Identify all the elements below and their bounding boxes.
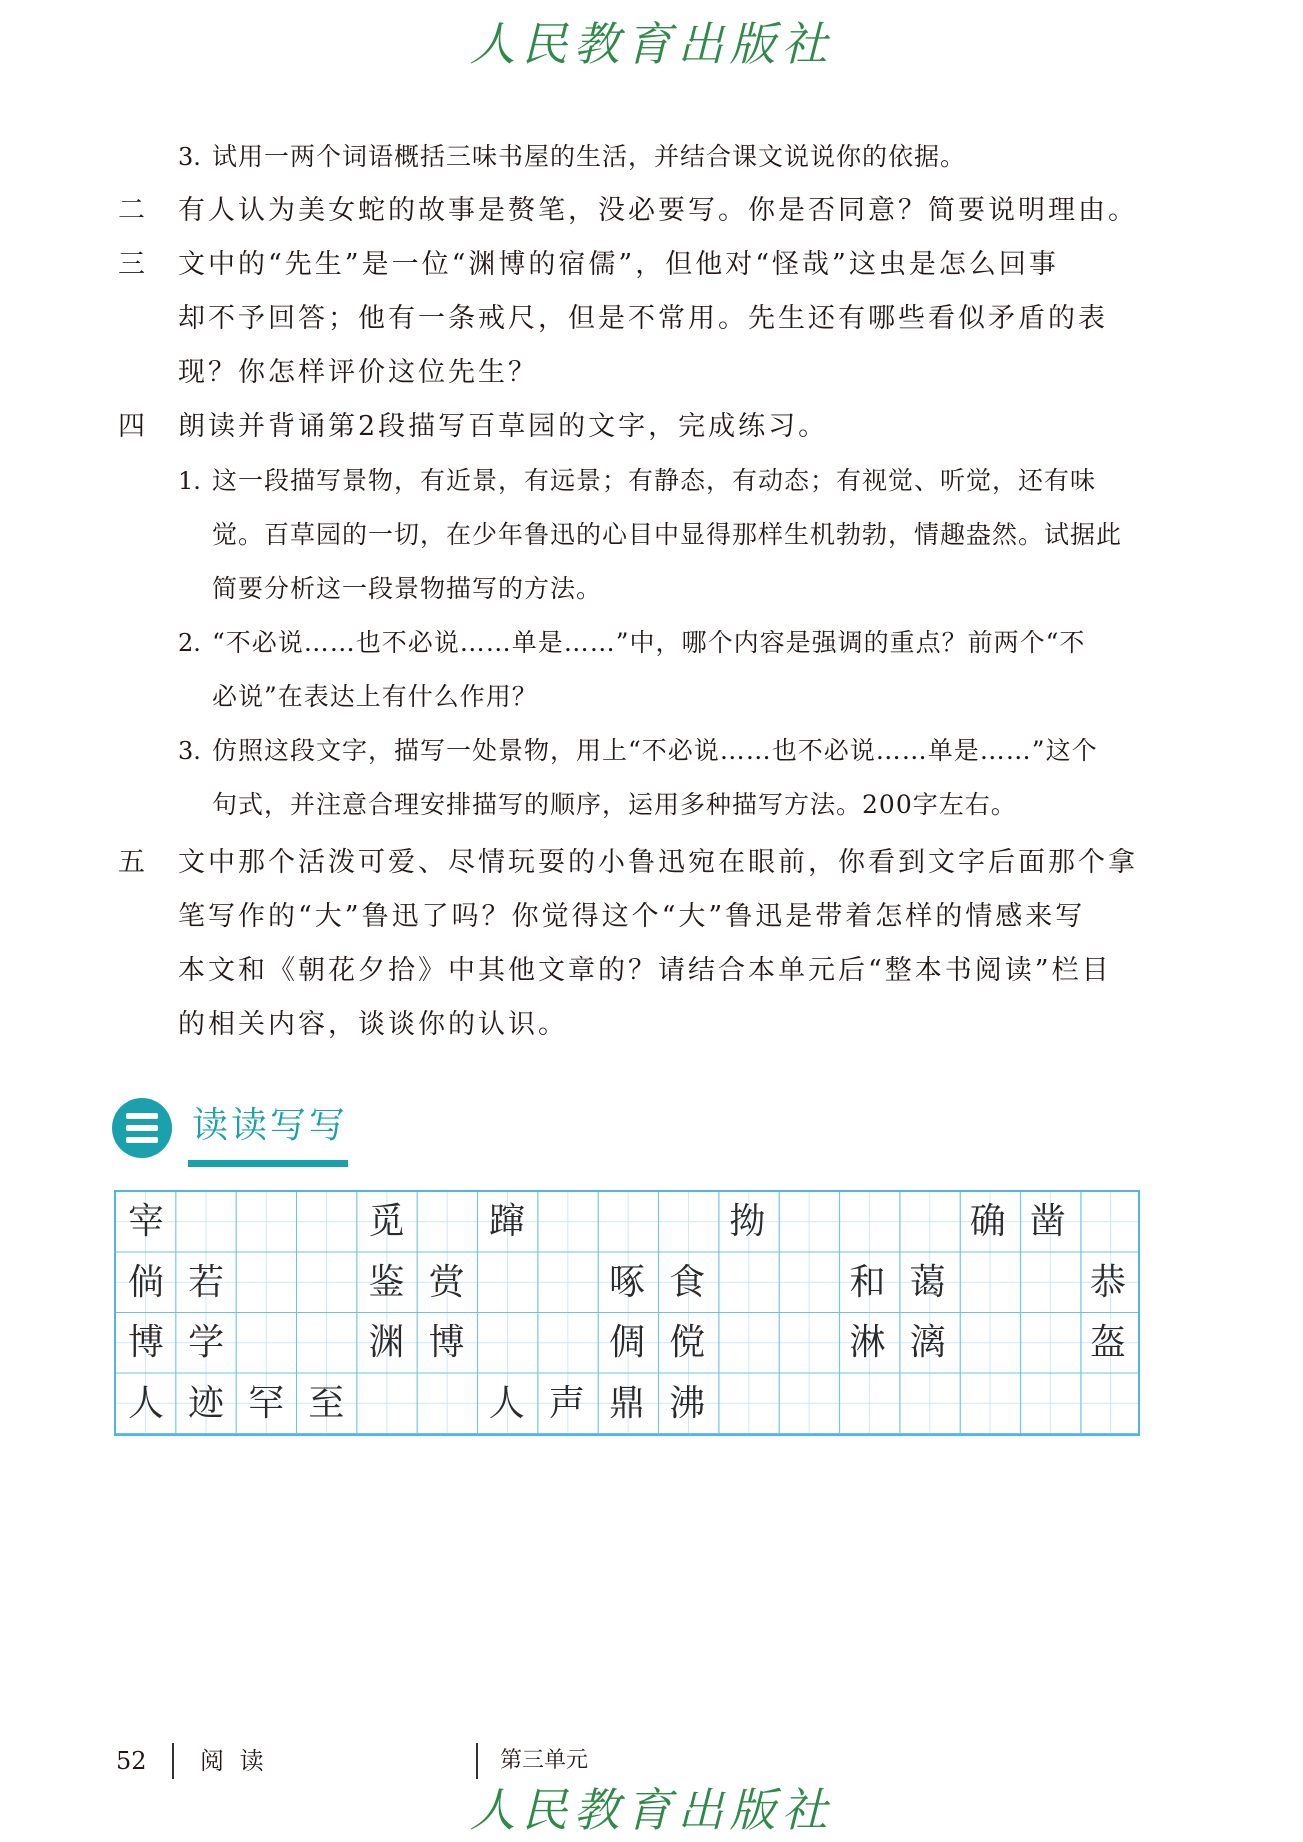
q4-sub1-number: 1. [178,467,201,495]
vocab-char: 博 [128,1322,165,1363]
page-number: 52 [116,1747,147,1775]
vocab-char: 学 [188,1322,225,1363]
q1-sub3-number: 3. [178,143,201,171]
vocab-char: 人 [128,1382,165,1424]
q4-sub3-line: 仿照这段文字，描写一处景物，用上“不必说……也不必说……单是……”这个 [212,736,1098,765]
vocab-char: 觅 [368,1201,405,1242]
q4-number: 四 [118,411,145,442]
vocab-char: 宰 [128,1201,165,1242]
q5-line: 本文和《朝花夕拾》中其他文章的？请结合本单元后“整本书阅读”栏目 [178,955,1112,986]
q4-line: 朗读并背诵第2段描写百草园的文字，完成练习。 [178,411,829,442]
vocab-char: 恭 [1089,1261,1126,1303]
q3-line: 现？你怎样评价这位先生？ [178,357,538,388]
vocab-char: 啄 [608,1261,645,1303]
q5-line: 文中那个活泼可爱、尽情玩耍的小鲁迅宛在眼前，你看到文字后面那个拿 [178,847,1138,878]
vocab-char: 漓 [909,1322,946,1363]
vocab-char: 博 [428,1322,465,1363]
vocab-char: 罕 [248,1382,285,1424]
publisher-watermark-top: 人民教育出版社 [469,17,834,71]
q4-sub1-line: 觉。百草园的一切，在少年鲁迅的心目中显得那样生机勃勃，情趣盎然。试据此 [212,520,1123,549]
vocab-char: 倜 [608,1322,645,1363]
vocab-char: 倘 [128,1261,165,1303]
vocab-char: 和 [849,1261,886,1303]
vocab-char: 人 [488,1382,525,1424]
vocab-char: 盔 [1089,1322,1126,1363]
q3-line: 却不予回答；他有一条戒尺，但是不常用。先生还有哪些看似矛盾的表 [178,303,1108,334]
vocab-char: 确 [969,1201,1006,1242]
vocab-char: 迹 [188,1382,225,1424]
q3-line: 文中的“先生”是一位“渊博的宿儒”，但他对“怪哉”这虫是怎么回事 [178,249,1059,280]
vocab-char: 拗 [729,1201,766,1242]
q4-sub3-number: 3. [178,737,201,765]
q5-number: 五 [118,847,145,878]
vocab-char: 傥 [669,1322,706,1363]
vocab-char: 渊 [368,1322,405,1363]
q4-sub3-line: 句式，并注意合理安排描写的顺序，运用多种描写方法。200字左右。 [212,790,1017,819]
vocab-char: 沸 [669,1382,706,1424]
q2-line: 有人认为美女蛇的故事是赘笔，没必要写。你是否同意？简要说明理由。 [178,195,1138,226]
vocab-char: 若 [188,1261,225,1303]
vocab-char: 食 [669,1261,706,1303]
vocab-char: 鉴 [368,1261,405,1303]
vocab-char: 至 [308,1382,345,1424]
section-number-icon [112,1098,172,1158]
footer-right-label: 第三单元 [500,1748,589,1773]
vocab-char: 蔼 [909,1261,946,1303]
vocab-char: 赏 [428,1261,465,1303]
q3-number: 三 [118,249,145,280]
q5-line: 笔写作的“大”鲁迅了吗？你觉得这个“大”鲁迅是带着怎样的情感来写 [178,901,1086,932]
q5-line: 的相关内容，谈谈你的认识。 [178,1009,568,1040]
footer-left-label: 阅 读 [200,1747,268,1775]
q1-sub3-text: 试用一两个词语概括三味书屋的生活，并结合课文说说你的依据。 [212,142,967,171]
q4-sub1-line: 这一段描写景物，有近景，有远景；有静态，有动态；有视觉、听觉，还有味 [212,466,1097,495]
vocab-char: 淋 [849,1322,886,1363]
q4-sub2-line: 必说”在表达上有什么作用？ [212,682,538,711]
vocabulary-grid [114,1190,1140,1436]
q4-sub2-line: “不必说……也不必说……单是……”中，哪个内容是强调的重点？前两个“不 [212,628,1086,657]
vocab-char: 声 [548,1382,585,1424]
section-title: 读读写写 [192,1105,349,1146]
publisher-watermark-bottom: 人民教育出版社 [469,1783,834,1837]
vocab-char: 鼎 [608,1382,645,1424]
q4-sub1-line: 简要分析这一段景物描写的方法。 [212,574,603,603]
q4-sub2-number: 2. [178,629,201,657]
vocab-char: 蹿 [488,1201,525,1242]
q2-number: 二 [118,195,145,226]
section-underline [188,1160,348,1167]
vocab-char: 凿 [1029,1201,1066,1242]
